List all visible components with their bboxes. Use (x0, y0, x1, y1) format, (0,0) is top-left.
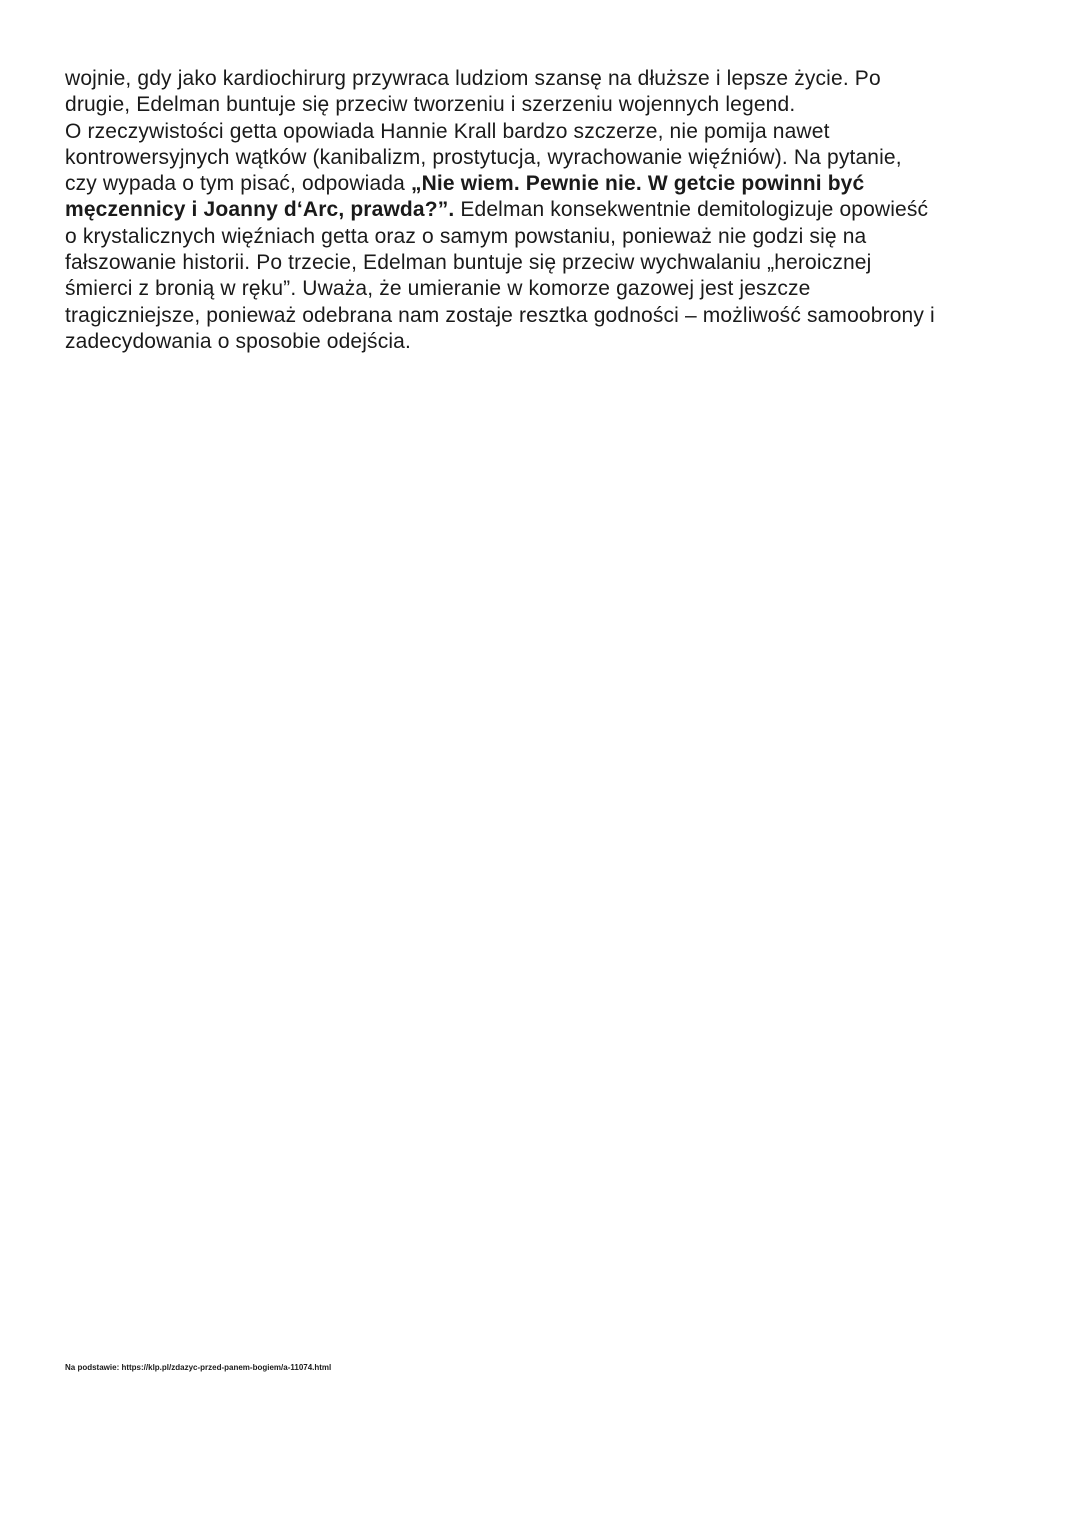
body-paragraph (65, 66, 1025, 355)
text-line (65, 171, 1025, 197)
source-footnote: Na podstawie: https://klp.pl/zdazyc-przed-panem-bogiem/a-11074.html (65, 1363, 332, 1372)
text-line: śmierci z bronią w ręku”. Uważa, że umieranie w komorze gazowej jest jeszcze (65, 277, 811, 301)
quote-bold: „Nie wiem. Pewnie nie. W getcie powinni być (410, 172, 865, 196)
text-line: wojnie, gdy jako kardiochirurg przywraca ludziom szansę na dłuższe i lepsze życie. Po (65, 67, 881, 90)
text-line: fałszowanie historii. Po trzecie, Edelman buntuje się przeciw wychwalaniu „heroicznej (65, 251, 872, 275)
text-segment: Edelman konsekwentnie demitologizuje opowieść (454, 198, 929, 222)
text-line: tragiczniejsze, ponieważ odebrana nam zostaje resztka godności – możliwość samoobrony i (65, 303, 935, 327)
text-line: kontrowersyjnych wątków (kanibalizm, prostytucja, wyrachowanie więźniów). Na pytanie, (65, 145, 902, 169)
text-line: zadecydowania o sposobie odejścia. (65, 329, 411, 353)
text-line: drugie, Edelman buntuje się przeciw tworzeniu i szerzeniu wojennych legend. (65, 93, 796, 117)
text-segment: czy wypada o tym pisać, odpowiada (65, 172, 411, 196)
text-line: o krystalicznych więźniach getta oraz o samym powstaniu, ponieważ nie godzi się na (65, 224, 867, 248)
quote-bold: męczennicy i Joanny d‘Arc, prawda?”. (65, 198, 455, 222)
text-line: O rzeczywistości getta opowiada Hannie Krall bardzo szczerze, nie pomija nawet (65, 119, 830, 143)
text-line (65, 197, 1025, 223)
